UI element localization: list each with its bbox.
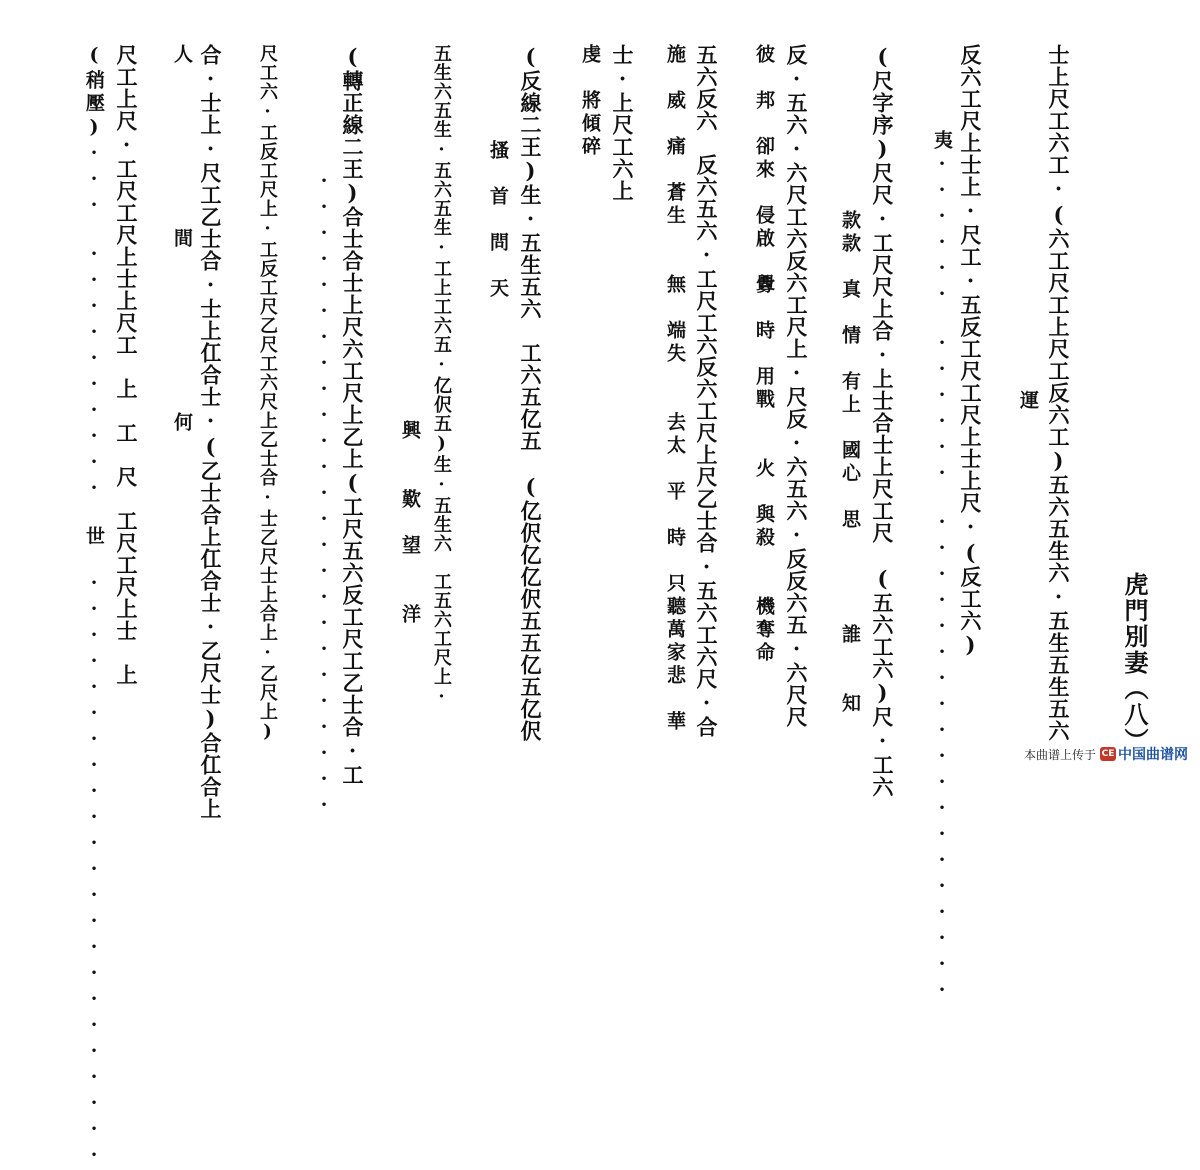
lyric-column: 施 威 痛 蒼生 無 端失 去太 平 時 只聽萬家悲 華	[664, 44, 686, 734]
lyric-column: 興 歎 望 洋	[399, 420, 421, 627]
notation-column: 五六反六 反六五六·工尺工六反六工尺上尺乙士合·五六工六尺·合	[694, 44, 719, 738]
notation-column: 士上尺工六工·(六工尺工上尺工反六工)五六五生六·五生五生五六	[1046, 44, 1071, 742]
site-logo[interactable]	[1100, 744, 1188, 764]
credit-text: 本曲谱上传于	[1023, 747, 1096, 762]
lyric-column: 款款 真 情 有上 國心 思 誰 知	[839, 210, 861, 716]
lyric-column: 彼 邦 卻來 侵啟 釁 時 用戰 火 與殺 機奪命	[753, 44, 775, 665]
notation-column: 士·上尺工六上	[610, 44, 635, 202]
lyric-column: 人 間 何	[171, 44, 193, 435]
notation-column: (反線二王)生·五生五六 工六五亿五 (亿伬亿亿伬五五亿五亿伬	[518, 44, 543, 742]
site-logo-icon: CE	[1101, 749, 1115, 759]
notation-column: 合·士上·尺工乙士合·士上仜合士·(乙士合上仜合士·乙尺士)合仜合上	[198, 44, 223, 820]
notation-column: 五生六五生·五六五生·工上工六五·亿伬五)生·五生六 工五六工尺上·	[431, 44, 452, 708]
lyric-column: ·························	[313, 170, 335, 820]
lyric-column: 夷······ ······ ···················	[931, 130, 953, 1005]
notation-column: (轉正線二王)合士合士上尺六工尺上乙上(工尺五六反工尺工乙士合·工	[340, 44, 365, 786]
notation-column: 反·五六·六尺工六反六工尺上·尺反·六五六·反反六五·六尺尺	[784, 44, 809, 728]
score-title: 虎門別妻（八）	[1120, 572, 1149, 754]
upload-credit	[1024, 744, 1188, 764]
site-logo-text: 中国曲谱网	[1118, 747, 1188, 763]
notation-column: 尺工六·工反工尺上·工反工尺乙尺工六尺上乙士合·士乙尺士上合上·乙尺上)	[257, 44, 278, 743]
lyric-column: (稍壓)··· ·········· 世 ·······················	[83, 44, 105, 1170]
notation-column: 尺工上尺·工尺工尺上士上尺工 上 工 尺 工尺工尺上士 上	[114, 44, 139, 686]
lyric-column: 搔 首 問 天	[487, 140, 509, 301]
lyric-column: 運	[1017, 390, 1039, 413]
notation-column: (尺字序)尺尺·工尺尺上合·上士合士上尺工尺 (五六工六)尺·工六	[870, 44, 895, 798]
lyric-column: 虔 將傾碎	[579, 44, 601, 159]
notation-column: 反六工尺上士上·尺工·五反工尺工尺上士上尺·(反工六)	[958, 44, 983, 658]
